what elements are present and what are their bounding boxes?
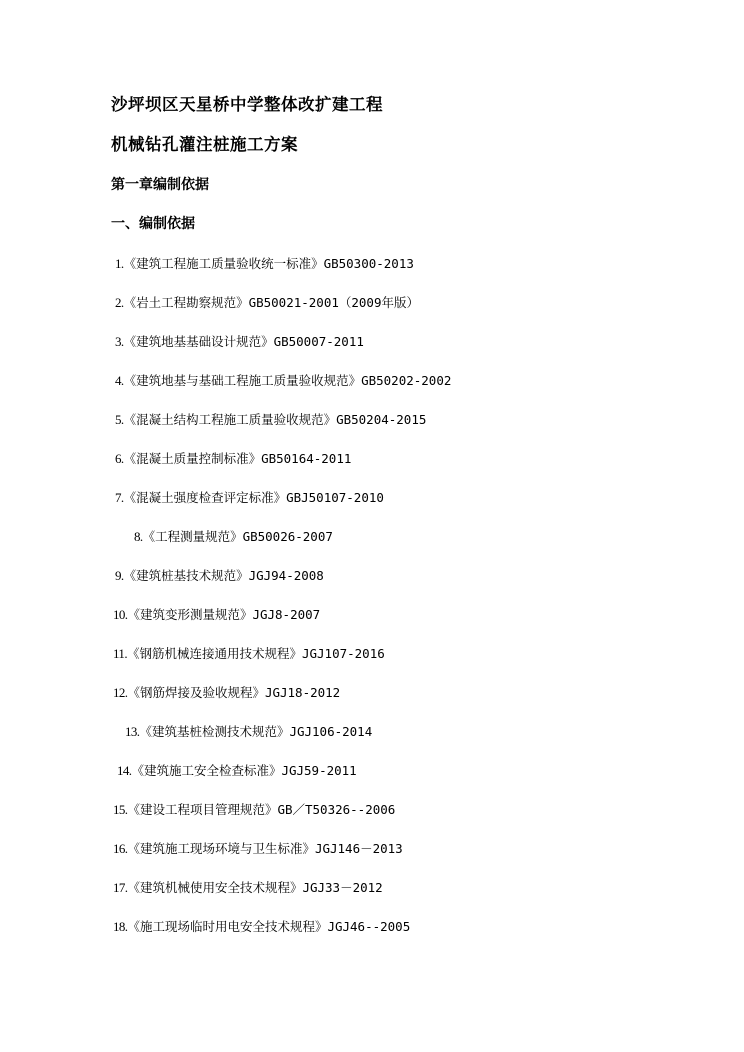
- reference-text: 《建筑地基与基础工程施工质量验收规范》GB50202-2002: [123, 373, 452, 388]
- reference-number: 4.: [115, 373, 124, 388]
- reference-item: [115, 374, 451, 388]
- reference-item: [117, 764, 357, 778]
- reference-number: 9.: [115, 568, 124, 583]
- reference-number: 7.: [115, 490, 124, 505]
- document-title: 沙坪坝区天星桥中学整体改扩建工程: [111, 95, 383, 114]
- chapter-heading: 第一章编制依据: [111, 177, 209, 193]
- reference-text: 《工程测量规范》GB50026-2007: [142, 529, 333, 544]
- reference-item: [113, 686, 340, 700]
- reference-text: 《岩土工程勘察规范》GB50021-2001（2009年版）: [123, 295, 419, 310]
- reference-item: [115, 569, 324, 583]
- reference-text: 《建筑桩基技术规范》JGJ94-2008: [123, 568, 324, 583]
- reference-number: 10.: [113, 607, 128, 622]
- reference-text: 《建筑工程施工质量验收统一标准》GB50300-2013: [123, 256, 414, 271]
- section-heading: 一、编制依据: [111, 216, 195, 232]
- reference-item: [115, 491, 384, 505]
- reference-number: 6.: [115, 451, 124, 466]
- reference-number: 17.: [113, 880, 128, 895]
- reference-text: 《混凝土结构工程施工质量验收规范》GB50204-2015: [123, 412, 427, 427]
- reference-item: [115, 413, 426, 427]
- reference-item: [113, 608, 320, 622]
- reference-text: 《建筑施工现场环境与卫生标准》JGJ146－2013: [127, 841, 403, 856]
- reference-text: 《建筑地基基础设计规范》GB50007-2011: [123, 334, 364, 349]
- reference-text: 《混凝土质量控制标准》GB50164-2011: [123, 451, 352, 466]
- reference-text: 《建筑基桩检测技术规范》JGJ106-2014: [139, 724, 373, 739]
- reference-item: [113, 881, 383, 895]
- reference-number: 14.: [117, 763, 132, 778]
- reference-number: 11.: [113, 646, 127, 661]
- reference-number: 16.: [113, 841, 128, 856]
- reference-number: 5.: [115, 412, 124, 427]
- reference-text: 《建设工程项目管理规范》GB／T50326--2006: [127, 802, 396, 817]
- reference-text: 《建筑变形测量规范》JGJ8-2007: [127, 607, 321, 622]
- reference-item: [113, 803, 395, 817]
- reference-number: 12.: [113, 685, 128, 700]
- reference-text: 《混凝土强度检查评定标准》GBJ50107-2010: [123, 490, 384, 505]
- reference-item: [115, 296, 419, 310]
- reference-item: [113, 920, 410, 934]
- reference-number: 2.: [115, 295, 124, 310]
- document-subtitle: 机械钻孔灌注桩施工方案: [111, 135, 298, 154]
- reference-item: [113, 842, 403, 856]
- reference-text: 《建筑机械使用安全技术规程》JGJ33－2012: [127, 880, 383, 895]
- reference-number: 3.: [115, 334, 124, 349]
- reference-text: 《钢筋焊接及验收规程》JGJ18-2012: [127, 685, 341, 700]
- reference-number: 18.: [113, 919, 128, 934]
- reference-item: [115, 257, 414, 271]
- reference-item: [125, 725, 372, 739]
- reference-text: 《施工现场临时用电安全技术规程》JGJ46--2005: [127, 919, 411, 934]
- reference-text: 《建筑施工安全检查标准》JGJ59-2011: [131, 763, 357, 778]
- reference-text: 《钢筋机械连接通用技术规程》JGJ107-2016: [126, 646, 385, 661]
- reference-item: [115, 452, 351, 466]
- reference-item: [113, 647, 385, 661]
- reference-number: 1.: [115, 256, 124, 271]
- reference-item: [115, 335, 364, 349]
- reference-number: 13.: [125, 724, 140, 739]
- reference-number: 8.: [134, 529, 143, 544]
- reference-item: [134, 530, 333, 544]
- reference-number: 15.: [113, 802, 128, 817]
